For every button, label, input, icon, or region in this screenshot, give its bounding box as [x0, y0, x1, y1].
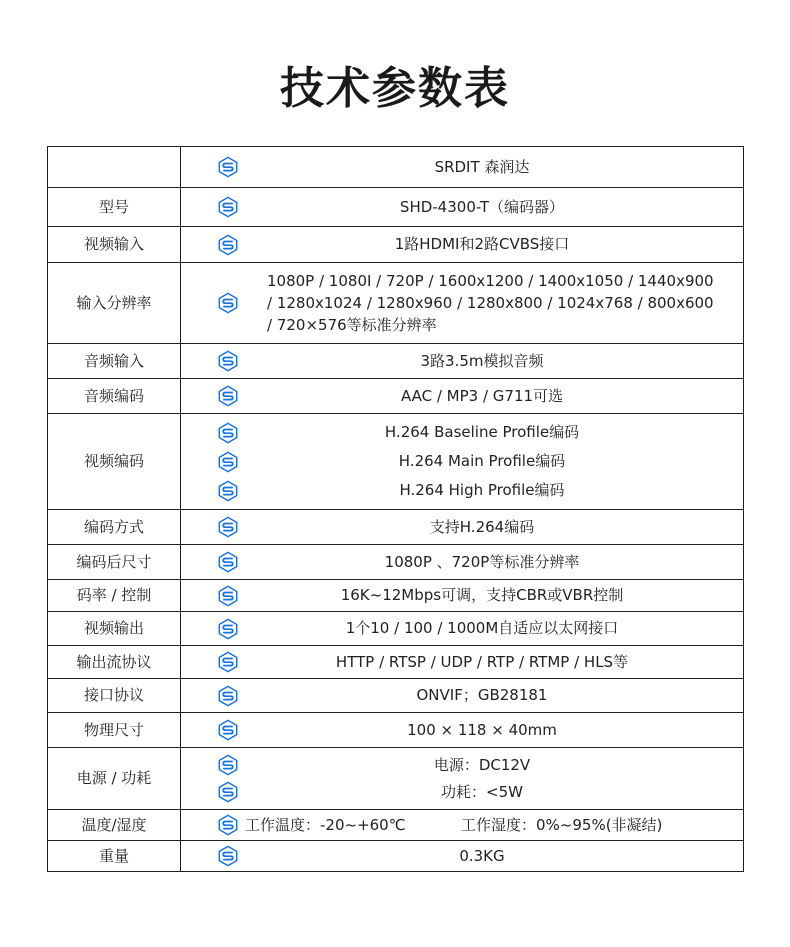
row-label: 视频输出	[48, 612, 181, 646]
table-row	[48, 810, 744, 841]
value-text: H.264 Main Profile编码	[398, 452, 566, 470]
srdit-logo-icon	[217, 719, 239, 741]
value-text: 100 × 118 × 40mm	[407, 720, 557, 739]
row-value	[181, 580, 744, 612]
value-text: 0.3KG	[459, 846, 505, 865]
row-value	[181, 188, 744, 227]
value-text: 电源：DC12V	[433, 755, 531, 774]
row-value	[181, 344, 744, 379]
value-text: 工作温度：-20~+60℃	[245, 815, 406, 834]
srdit-logo-icon	[217, 814, 239, 836]
value-text: H.264 Baseline Profile编码	[384, 423, 580, 441]
row-value	[181, 379, 744, 414]
row-label: 电源 / 功耗	[48, 748, 181, 810]
srdit-logo-icon	[217, 651, 239, 673]
value-text: HTTP / RTSP / UDP / RTP / RTMP / HLS等	[335, 652, 629, 671]
value-text: 功耗：<5W	[441, 782, 523, 801]
row-label: 型号	[48, 188, 181, 227]
row-label: 编码方式	[48, 510, 181, 545]
table-row	[48, 188, 744, 227]
srdit-logo-icon	[217, 480, 239, 502]
value-text: 3路3.5m模拟音频	[420, 351, 544, 370]
row-value	[181, 414, 744, 510]
row-value	[181, 748, 744, 810]
row-value	[181, 545, 744, 580]
value-text: 1个10 / 100 / 1000M自适应以太网接口	[345, 619, 619, 637]
srdit-logo-icon	[217, 196, 239, 218]
value-text: 1路HDMI和2路CVBS接口	[394, 235, 570, 253]
value-text: 1080P / 1080I / 720P / 1600x1200 / 1400x1050 / 1440x900 / 1280x1024 / 1280x960 / 1280x800 / 1024x768 / 800x600 / 720×576等标准分辨率	[267, 272, 714, 334]
table-row	[48, 646, 744, 679]
row-label: 重量	[48, 841, 181, 872]
row-value	[181, 147, 744, 188]
srdit-logo-icon	[217, 516, 239, 538]
table-row	[48, 679, 744, 713]
srdit-logo-icon	[217, 754, 239, 776]
srdit-logo-icon	[217, 845, 239, 867]
table-row	[48, 545, 744, 580]
srdit-logo-icon	[217, 422, 239, 444]
value-text: AAC / MP3 / G711可选	[400, 386, 564, 405]
row-label: 温度/湿度	[48, 810, 181, 841]
table-row	[48, 379, 744, 414]
srdit-logo-icon	[217, 385, 239, 407]
value-text: 16K~12Mbps可调，支持CBR或VBR控制	[340, 586, 624, 604]
srdit-logo-icon	[217, 551, 239, 573]
srdit-logo-icon	[217, 781, 239, 803]
table-row	[48, 227, 744, 263]
value-text: 1080P 、720P等标准分辨率	[384, 552, 580, 571]
row-value	[181, 810, 744, 841]
row-value	[181, 612, 744, 646]
srdit-logo-icon	[217, 156, 239, 178]
srdit-logo-icon	[217, 585, 239, 607]
srdit-logo-icon	[217, 685, 239, 707]
value-text: 工作湿度：0%~95%(非凝结)	[461, 815, 663, 834]
srdit-logo-icon	[217, 618, 239, 640]
row-label: 物理尺寸	[48, 713, 181, 748]
row-label: 输出流协议	[48, 646, 181, 679]
row-value	[181, 646, 744, 679]
table-row	[48, 263, 744, 344]
table-row	[48, 147, 744, 188]
row-value	[181, 263, 744, 344]
table-row	[48, 414, 744, 510]
value-text: H.264 High Profile编码	[399, 481, 565, 499]
row-label: 输入分辨率	[48, 263, 181, 344]
row-label	[48, 147, 181, 188]
spec-table	[47, 146, 744, 872]
value-text: 支持H.264编码	[429, 517, 535, 536]
row-value	[181, 227, 744, 263]
value-text: SRDIT 森润达	[434, 157, 530, 176]
row-label: 音频输入	[48, 344, 181, 379]
row-label: 视频编码	[48, 414, 181, 510]
row-label: 接口协议	[48, 679, 181, 713]
row-value	[181, 510, 744, 545]
row-label: 码率 / 控制	[48, 580, 181, 612]
row-value	[181, 679, 744, 713]
row-label: 音频编码	[48, 379, 181, 414]
value-text: SHD-4300-T（编码器）	[399, 197, 565, 216]
table-row	[48, 612, 744, 646]
table-row	[48, 510, 744, 545]
row-label: 编码后尺寸	[48, 545, 181, 580]
srdit-logo-icon	[217, 292, 239, 314]
table-row	[48, 344, 744, 379]
srdit-logo-icon	[217, 451, 239, 473]
row-value	[181, 713, 744, 748]
srdit-logo-icon	[217, 234, 239, 256]
row-value	[181, 841, 744, 872]
table-row	[48, 748, 744, 810]
table-row	[48, 580, 744, 612]
table-row	[48, 841, 744, 872]
row-label: 视频输入	[48, 227, 181, 263]
page-title: 技术参数表	[280, 63, 510, 114]
table-row	[48, 713, 744, 748]
srdit-logo-icon	[217, 350, 239, 372]
value-text: ONVIF；GB28181	[416, 686, 548, 704]
